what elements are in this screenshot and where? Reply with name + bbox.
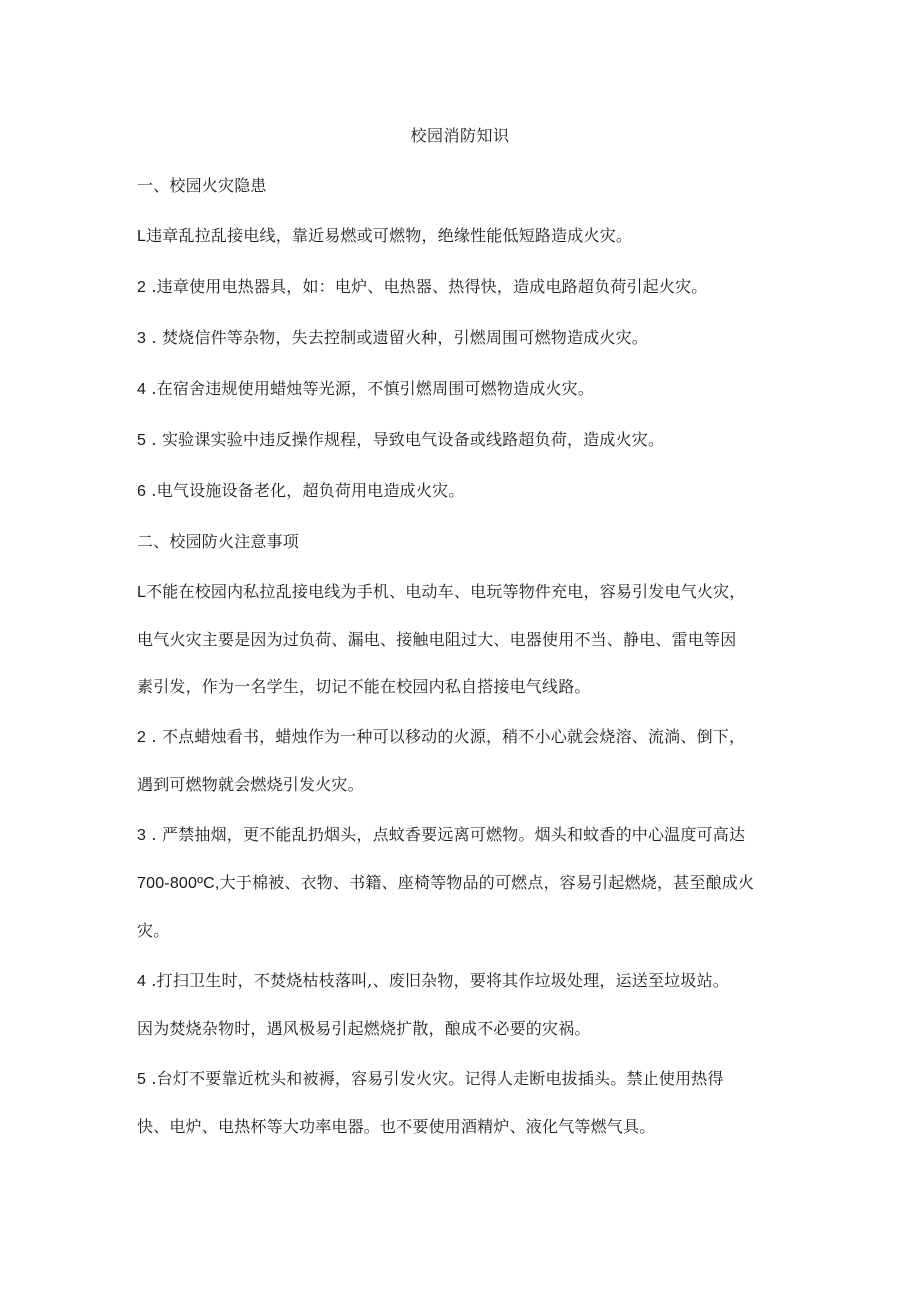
hazard-item-3: [137, 324, 787, 352]
precaution-item-1-line-2: 电气火灾主要是因为过负荷、漏电、接触电阻过大、电器使用不当、静电、雷电等因: [137, 630, 737, 649]
precaution-item-3-line-3: 灾。: [137, 921, 170, 940]
section2-heading: 二、校园防火注意事项: [137, 532, 300, 551]
item-text: 不能在校园内私拉乱接电线为手机、电动车、电玩等物件充电，容易引发电气火灾，: [146, 582, 746, 601]
hazard-item-1: [137, 222, 787, 250]
item-number: 4: [137, 381, 147, 398]
section1-heading: 一、校园火灾隐患: [137, 176, 267, 195]
item-number: 5: [137, 432, 147, 449]
item-number: L: [137, 228, 147, 245]
precaution-item-2-line-2: 遇到可燃物就会燃烧引发火灾。: [137, 775, 364, 794]
item-text: . 严禁抽烟，更不能乱扔烟头，点蚊香要远离可燃物。烟头和蚊香的中心温度可高达: [146, 825, 746, 844]
item-number: L: [137, 584, 147, 601]
item-number: 2: [137, 279, 147, 296]
item-text: .在宿舍违规使用蜡烛等光源，不慎引燃周围可燃物造成火灾。: [146, 379, 595, 398]
precaution-item-1: [137, 578, 787, 606]
temperature-value: 700-800ºC,: [137, 875, 220, 892]
hazard-item-6: [137, 477, 787, 505]
item-number: 4: [137, 973, 147, 990]
precaution-item-4-line-2: 因为焚烧杂物时，遇风极易引起燃烧扩散，酿成不必要的灾祸。: [137, 1019, 591, 1038]
item-text: . 焚烧信件等杂物，失去控制或遗留火种，引燃周围可燃物造成火灾。: [146, 328, 648, 347]
item-number: 6: [137, 483, 147, 500]
item-text: 违章乱拉乱接电线，靠近易燃或可燃物，绝缘性能低短路造成火灾。: [146, 226, 633, 245]
hazard-item-2: [137, 273, 787, 301]
precaution-item-3-line-2: [137, 869, 787, 897]
item-text: .打扫卫生时，不焚烧枯枝落叫,、废旧杂物，要将其作垃圾处理，运送至垃圾站。: [146, 971, 729, 990]
item-text: .违章使用电热器具，如：电炉、电热器、热得快，造成电路超负荷引起火灾。: [146, 277, 708, 296]
hazard-item-5: [137, 426, 787, 454]
item-text: . 实验课实验中违反操作规程，导致电气设备或线路超负荷，造成火灾。: [146, 430, 665, 449]
item-text: .台灯不要靠近枕头和被褥，容易引发火灾。记得人走断电拔插头。禁止使用热得: [146, 1069, 724, 1088]
precaution-item-5: [137, 1065, 787, 1093]
precaution-item-4: [137, 967, 787, 995]
precaution-item-2: [137, 723, 787, 751]
item-text: .电气设施设备老化，超负荷用电造成火灾。: [146, 481, 465, 500]
document-body: [137, 172, 787, 1140]
item-text: . 不点蜡烛看书，蜡烛作为一种可以移动的火源，稍不小心就会烧溶、流淌、倒下，: [146, 727, 746, 746]
precaution-item-5-line-2: 快、电炉、电热杯等大功率电器。也不要使用酒精炉、液化气等燃气具。: [137, 1117, 656, 1136]
precaution-item-3: [137, 821, 787, 849]
precaution-item-1-line-3: 素引发，作为一名学生，切记不能在校园内私自搭接电气线路。: [137, 677, 591, 696]
item-number: 2: [137, 729, 147, 746]
item-number: 3: [137, 827, 147, 844]
hazard-item-4: [137, 375, 787, 403]
item-text: 大于棉被、衣物、书籍、座椅等物品的可燃点，容易引起燃烧，甚至酿成火: [219, 873, 755, 892]
item-number: 3: [137, 330, 147, 347]
item-number: 5: [137, 1071, 147, 1088]
document-title: 校园消防知识: [410, 126, 510, 145]
